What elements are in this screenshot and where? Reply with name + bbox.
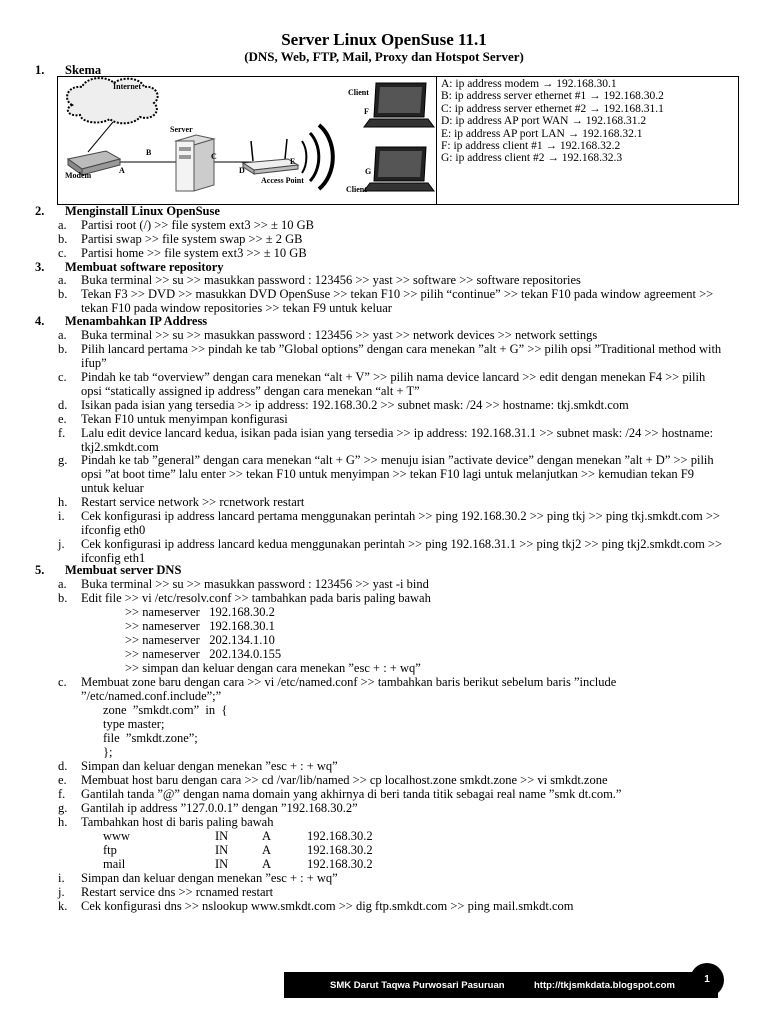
- zone-config-line: file ”smkdt.zone”;: [103, 731, 198, 745]
- zone-config-line: type master;: [103, 717, 165, 731]
- section-5-heading: 5. Membuat server DNS: [35, 563, 182, 577]
- list-item: j. Cek konfigurasi ip address lancard kedua menggunakan perintah >> ping 192.168.31.1 >> ping tkj2 >> ping tkj2.smkdt.com >> ifconfig eth1: [58, 537, 723, 565]
- client-top-label: Client: [348, 88, 369, 97]
- list-item: b. Partisi swap >> file system swap >> ± 2 GB: [58, 232, 303, 246]
- page-footer: [284, 972, 718, 998]
- zone-config-line: };: [103, 745, 113, 759]
- list-item: j. Restart service dns >> rcnamed restart: [58, 885, 274, 899]
- list-item: a. Partisi root (/) >> file system ext3 >> ± 10 GB: [58, 218, 314, 232]
- server-label: Server: [170, 125, 193, 134]
- list-item: f. Lalu edit device lancard kedua, isikan pada isian yang tersedia >> ip address: 192.168.31.1 >> subnet mask: /24 >> hostname: tkj2.smkdt.com: [58, 426, 714, 454]
- network-diagram: [57, 76, 739, 205]
- list-item: a. Buka terminal >> su >> masukkan password : 123456 >> yast >> software >> software repositories: [58, 273, 581, 287]
- resolv-line: >> simpan dan keluar dengan cara menekan ”esc + : + wq”: [125, 661, 421, 675]
- page-number-badge: 1: [690, 963, 724, 997]
- list-item: a. Buka terminal >> su >> masukkan password : 123456 >> yast >> network devices >> network settings: [58, 328, 598, 342]
- diagram-divider: [436, 77, 437, 204]
- client-bottom-label: Client: [346, 185, 367, 194]
- list-item: b. Tekan F3 >> DVD >> masukkan DVD OpenSuse >> tekan F10 >> pilih “continue” >> tekan F10 pada window agreement >> tekan F10 pada window repositories >> tekan F9 untuk keluar: [58, 287, 714, 315]
- section-3-heading: 3. Membuat software repository: [35, 260, 224, 274]
- resolv-line: >> nameserver 202.134.1.10: [125, 633, 275, 647]
- wireless-signal-icon: [302, 125, 333, 189]
- label-e: E: [290, 157, 296, 166]
- list-item: b. Pilih lancard pertama >> pindah ke tab ”Global options” dengan cara menekan ”alt + G” >> pilih opsi ”Traditional method with ifup”: [58, 342, 722, 370]
- list-item: d. Simpan dan keluar dengan menekan ”esc + : + wq”: [58, 759, 338, 773]
- laptop-client-2-icon: [364, 147, 434, 191]
- server-icon: [176, 135, 214, 191]
- legend-item: B: ip address server ethernet #1 → 192.168.30.2: [441, 90, 664, 103]
- list-item: f. Gantilah tanda ”@” dengan nama domain yang akhirnya di beri tanda titik sebagai real name ”smk dt.com.”: [58, 787, 622, 801]
- internet-label: Internet: [113, 82, 141, 91]
- modem-label: Modem: [65, 171, 92, 180]
- list-item: c. Partisi home >> file system ext3 >> ± 10 GB: [58, 246, 307, 260]
- list-item: a. Buka terminal >> su >> masukkan password : 123456 >> yast -i bind: [58, 577, 429, 591]
- list-item: c. Pindah ke tab “overview” dengan cara menekan “alt + V” >> pilih nama device lancard >> edit dengan menekan F4 >> pilih opsi “statically assigned ip address” dengan cara menekan “alt + T”: [58, 370, 706, 398]
- page-title: Server Linux OpenSuse 11.1: [281, 30, 487, 49]
- link-internet-modem: [88, 122, 113, 152]
- label-f: F: [364, 107, 369, 116]
- section-4-heading: 4. Menambahkan IP Address: [35, 314, 208, 328]
- legend-item: C: ip address server ethernet #2 → 192.168.31.1: [441, 102, 664, 115]
- resolv-line: >> nameserver 202.134.0.155: [125, 647, 282, 661]
- label-c: C: [211, 152, 217, 161]
- label-g: G: [365, 167, 372, 176]
- access-point-label: Access Point: [261, 176, 304, 185]
- footer-blog-link[interactable]: http://tkjsmkdata.blogspot.com: [534, 980, 675, 991]
- ip-legend: [441, 78, 664, 165]
- list-item: e. Membuat host baru dengan cara >> cd /var/lib/named >> cp localhost.zone smkdt.zone >> vi smkdt.zone: [58, 773, 608, 787]
- footer-school-name: SMK Darut Taqwa Purwosari Pasuruan: [330, 980, 505, 991]
- label-a: A: [119, 166, 125, 175]
- list-item: e. Tekan F10 untuk menyimpan konfigurasi: [58, 412, 288, 426]
- list-item: i. Cek konfigurasi ip address lancard pertama menggunakan perintah >> ping 192.168.30.2 >> ping tkj >> ping tkj.smkdt.com >> ifconfig eth0: [58, 509, 720, 537]
- list-item: h. Tambahkan host di baris paling bawah: [58, 815, 274, 829]
- list-item: k. Cek konfigurasi dns >> nslookup www.smkdt.com >> dig ftp.smkdt.com >> ping mail.smkdt.com: [58, 899, 574, 913]
- label-d: D: [239, 166, 245, 175]
- network-diagram-drawing: [58, 77, 436, 204]
- legend-item: F: ip address client #1 → 192.168.32.2: [441, 140, 621, 153]
- laptop-client-1-icon: [364, 83, 434, 127]
- legend-item: G: ip address client #2 → 192.168.32.3: [441, 152, 623, 165]
- legend-item: E: ip address AP port LAN → 192.168.32.1: [441, 127, 643, 140]
- section-2-heading: 2. Menginstall Linux OpenSuse: [35, 204, 220, 218]
- list-item: i. Simpan dan keluar dengan menekan ”esc + : + wq”: [58, 871, 338, 885]
- list-item: g. Gantilah ip address ”127.0.0.1” dengan ”192.168.30.2”: [58, 801, 358, 815]
- resolv-line: >> nameserver 192.168.30.2: [125, 605, 275, 619]
- legend-item: A: ip address modem → 192.168.30.1: [441, 78, 617, 90]
- section-1-heading: 1. Skema: [35, 63, 102, 77]
- resolv-line: >> nameserver 192.168.30.1: [125, 619, 275, 633]
- list-item: g. Pindah ke tab ”general” dengan cara menekan “alt + G” >> menuju isian ”activate device” dengan menekan ”alt + D” >> pilih opsi ”at boot time” lalu enter >> tekan F10 untuk menyimpan >> tekan F10 lagi untuk melanjutkan >> kemudian tekan F9 untuk keluar: [58, 453, 714, 495]
- list-item: c. Membuat zone baru dengan cara >> vi /etc/named.conf >> tambahkan baris berikut sebelum baris ”include ”/etc/named.conf.include”;”: [58, 675, 617, 703]
- zone-config-line: zone ”smkdt.com” in {: [103, 703, 228, 717]
- list-item: b. Edit file >> vi /etc/resolv.conf >> tambahkan pada baris paling bawah: [58, 591, 431, 605]
- label-b: B: [146, 148, 152, 157]
- list-item: d. Isikan pada isian yang tersedia >> ip address: 192.168.30.2 >> subnet mask: /24 >> hostname: tkj.smkdt.com: [58, 398, 629, 412]
- legend-item: D: ip address AP port WAN → 192.168.31.2: [441, 115, 647, 128]
- list-item: h. Restart service network >> rcnetwork restart: [58, 495, 305, 509]
- page-subtitle: (DNS, Web, FTP, Mail, Proxy dan Hotspot Server): [244, 49, 524, 64]
